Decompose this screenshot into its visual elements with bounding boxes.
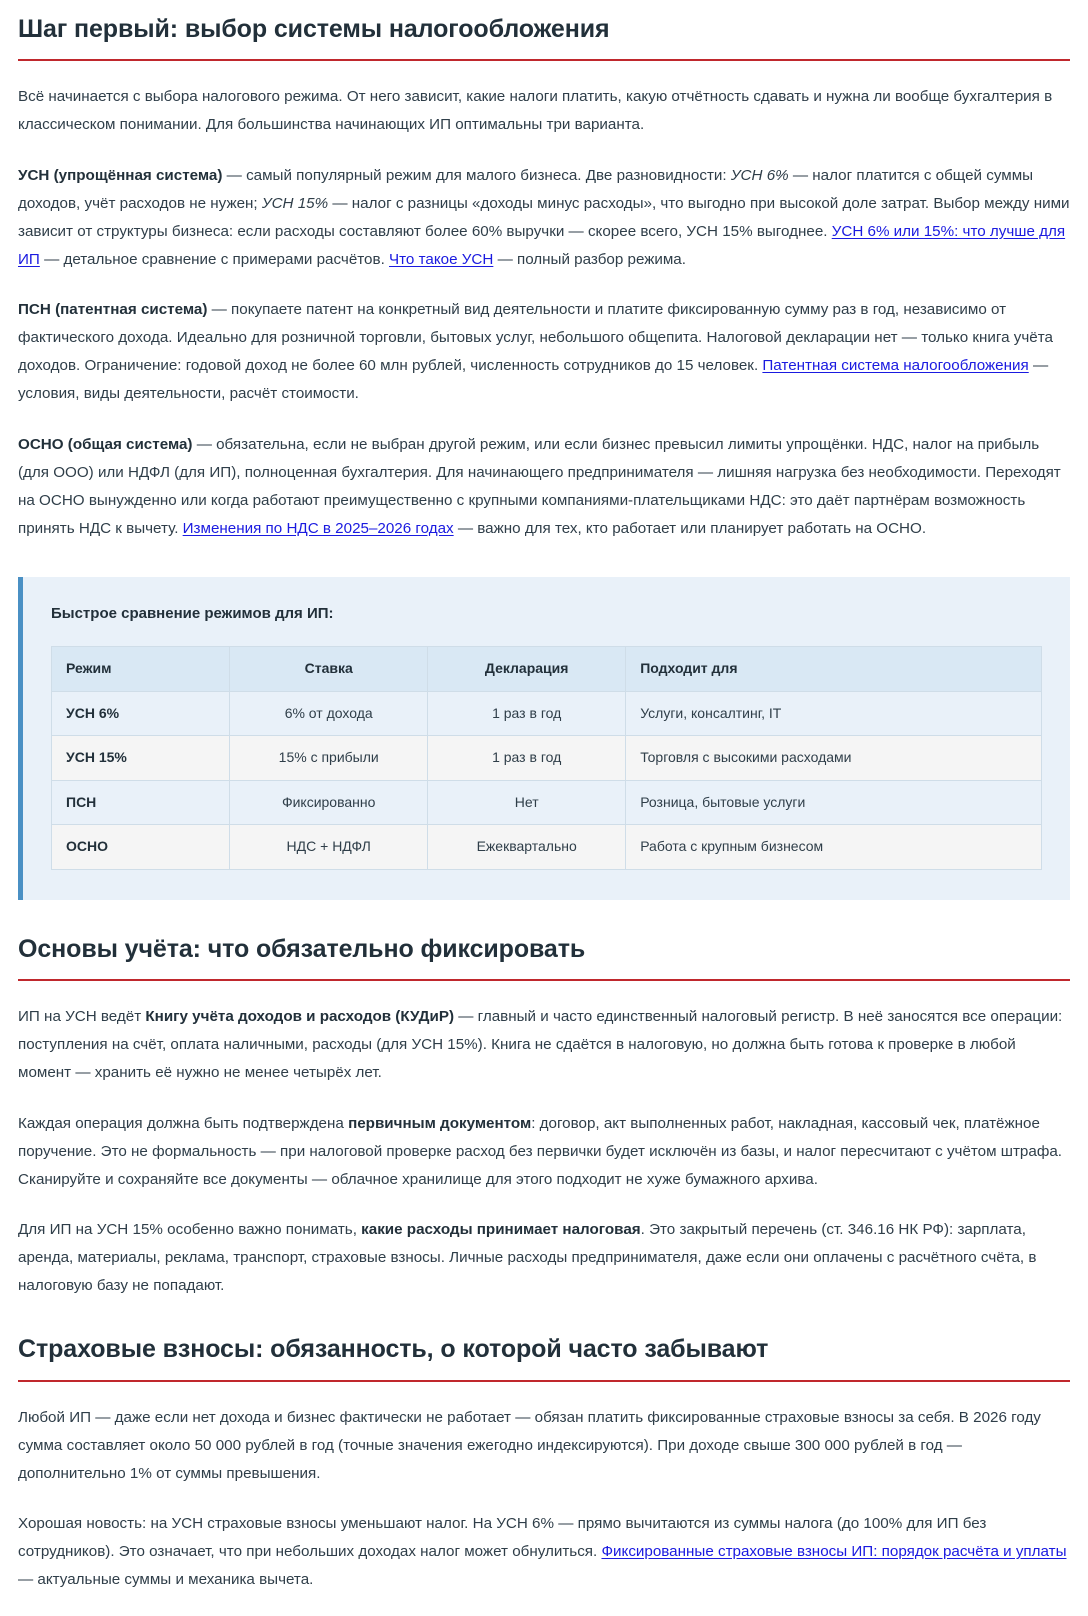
psn-text-1: — покупаете патент на конкретный вид деятельности и платите фиксированную сумму раз в год, независимо от фактического дохода. Идеально для розничной торговли, бытовых услуг, небольшого общепита. Налоговой декларации нет — только книга учёта доходов. Ограничение: годовой доход не более 60 млн рублей, численность сотрудников до 15 человек. [18,301,1053,375]
section-divider [18,59,1070,61]
cell-suitable: Торговля с высокими расходами [626,736,1042,781]
tax-regime-comparison-table [51,646,1042,870]
cell-rate: 15% с прибыли [230,736,428,781]
link-usn-6-vs-15[interactable]: УСН 6% или 15%: что лучше для ИП [18,222,1066,268]
section-insurance-contributions [18,1334,1070,1594]
paragraph-osno [18,431,1070,544]
paragraph-mandatory-contributions: Любой ИП — даже если нет дохода и бизнес фактически не работает — обязан платить фиксированные страховые взносы за себя. В 2026 году сумма составляет около 50 000 рублей в год (точные значения ежегодно индексируются). При доходе свыше 300 000 рублей в год — дополнительно 1% от суммы превышения. [18,1408,1041,1482]
cell-rate: НДС + НДФЛ [230,825,428,870]
link-what-is-usn[interactable]: Что такое УСН [389,250,494,268]
primary-docs-text-0: Каждая операция должна быть подтверждена [18,1114,349,1132]
primary-docs-bold-term: первичным документом [348,1114,532,1132]
table-row [52,825,1042,870]
col-header-declaration: Декларация [428,647,626,692]
psn-text-2: — условия, виды деятельности, расчёт стоимости. [18,357,1049,403]
usn-text-4: — детальное сравнение с примерами расчётов. [39,250,390,268]
kudir-text-1: — главный и часто единственный налоговый регистр. В неё заносятся все операции: поступления на счёт, оплата наличными, расходы (для УСН 15%). Книга не сдаётся в налоговую, но должна быть готова к проверке в любой момент — хранить её нужно не менее четырёх лет. [18,1008,1063,1082]
link-patent-system[interactable]: Патентная система налогообложения [762,357,1029,375]
table-header [52,647,1042,692]
section-tax-system-choice [18,14,1070,900]
cell-mode: УСН 15% [52,736,230,781]
table-body [52,691,1042,869]
table-row [52,691,1042,736]
osno-text-1: — обязательна, если не выбран другой режим, или если бизнес превысил лимиты упрощёнки. НДС, налог на прибыль (для ООО) или НДФЛ (для ИП), полноценная бухгалтерия. Для начинающего предпринимателя — лишняя нагрузка без необходимости. Переходят на ОСНО вынужденно или когда работают преимущественно с крупными компаниями-плательщиками НДС: это даёт партнёрам возможность принять НДС к вычету. [18,435,1061,537]
cell-mode: ОСНО [52,825,230,870]
good-news-text-0: Хорошая новость: на УСН страховые взносы уменьшают налог. На УСН 6% — прямо вычитаются из суммы налога (до 100% для ИП без сотрудников). Это означает, что при небольших доходах налог может обнулиться. [18,1514,987,1561]
col-header-rate: Ставка [230,647,428,692]
cell-declaration: 1 раз в год [428,691,626,736]
usn-lead-label: УСН (упрощённая система) [18,166,223,184]
expenses-bold-term: какие расходы принимает налоговая [361,1220,641,1238]
link-fixed-insurance-contributions[interactable]: Фиксированные страховые взносы ИП: порядок расчёта и уплаты [601,1543,1067,1561]
paragraph-deductible-expenses [18,1216,1070,1300]
primary-docs-text-1: : договор, акт выполненных работ, накладная, кассовый чек, платёжное поручение. Это не формальность — при налоговой проверке расход без первички будет исключён из базы, и налог пересчитают с учётом штрафа. Сканируйте и сохраняйте все документы — облачное хранилище для этого подходит не хуже бумажного архива. [18,1114,1062,1188]
osno-text-2: — важно для тех, кто работает или планирует работать на ОСНО. [453,519,927,537]
cell-declaration: 1 раз в год [428,736,626,781]
section-heading-insurance: Страховые взносы: обязанность, о которой часто забывают [18,1335,769,1364]
section-accounting-basics [18,934,1070,1300]
paragraph-kudir [18,1003,1070,1087]
callout-comparison [18,577,1070,900]
paragraph-primary-docs [18,1110,1070,1194]
cell-rate: 6% от дохода [230,691,428,736]
cell-suitable: Услуги, консалтинг, IT [626,691,1042,736]
cell-rate: Фиксированно [230,780,428,825]
cell-mode: ПСН [52,780,230,825]
osno-lead-label: ОСНО (общая система) [18,435,193,453]
col-header-mode: Режим [52,647,230,692]
kudir-bold-term: Книгу учёта доходов и расходов (КУДиР) [145,1008,455,1026]
cell-declaration: Ежеквартально [428,825,626,870]
cell-suitable: Работа с крупным бизнесом [626,825,1042,870]
section-heading-accounting: Основы учёта: что обязательно фиксировать [18,934,586,963]
link-vat-changes-2025-2026[interactable]: Изменения по НДС в 2025–2026 годах [182,519,454,537]
callout-title: Быстрое сравнение режимов для ИП: [51,605,334,622]
usn-text-5: — полный разбор режима. [493,250,686,268]
cell-suitable: Розница, бытовые услуги [626,780,1042,825]
usn-6-emphasis: УСН 6% [730,166,789,184]
page-title: Шаг первый: выбор системы налогообложения [18,15,610,43]
section-divider [18,1380,1070,1382]
section-divider [18,979,1070,981]
expenses-text-1: . Это закрытый перечень (ст. 346.16 НК РФ): зарплата, аренда, материалы, реклама, транспорт, страховые взносы. Личные расходы предпринимателя, даже если они оплачены с расчётного счёта, в налоговую базу не попадают. [18,1220,1037,1295]
usn-text-1: — самый популярный режим для малого бизнеса. Две разновидности: [222,166,731,184]
paragraph-psn [18,296,1070,409]
usn-text-3: — налог с разницы «доходы минус расходы», что выгодно при высокой доле затрат. Выбор между ними зависит от структуры бизнеса: если расходы составляют более 60% выручки — скорее всего, УСН 15% выгоднее. [18,194,1070,240]
kudir-text-0: ИП на УСН ведёт [18,1008,146,1026]
table-row [52,736,1042,781]
cell-declaration: Нет [428,780,626,825]
paragraph-usn [18,162,1070,275]
col-header-suitable: Подходит для [626,647,1042,692]
cell-mode: УСН 6% [52,691,230,736]
table-header-row [52,647,1042,692]
good-news-text-1: — актуальные суммы и механика вычета. [18,1571,314,1589]
psn-lead-label: ПСН (патентная система) [18,301,208,318]
expenses-text-0: Для ИП на УСН 15% особенно важно понимать, [18,1220,362,1238]
usn-15-emphasis: УСН 15% [261,194,329,212]
paragraph-good-news [18,1510,1070,1594]
paragraph-intro: Всё начинается с выбора налогового режима. От него зависит, какие налоги платить, какую отчётность сдавать и нужна ли вообще бухгалтерия в классическом понимании. Для большинства начинающих ИП оптимальны три варианта. [18,88,1053,134]
table-row [52,780,1042,825]
usn-text-2: — налог платится с общей суммы доходов, учёт расходов не нужен; [18,166,1034,212]
